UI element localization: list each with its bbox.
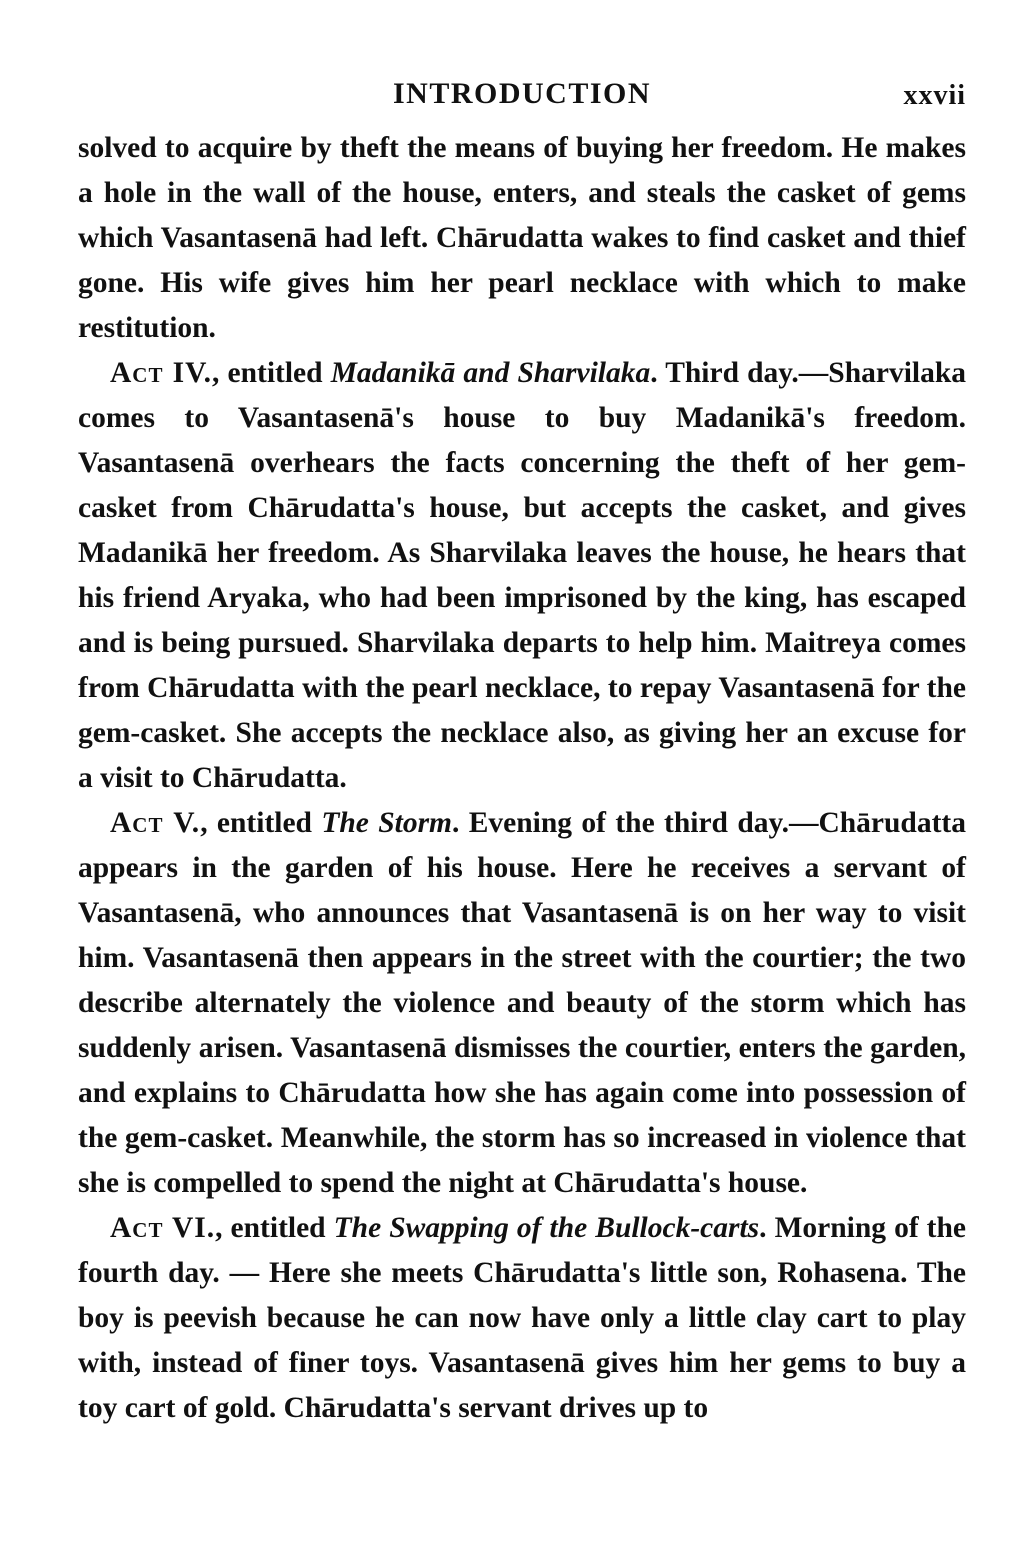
act-label: Act V. xyxy=(110,807,201,839)
paragraph-text: . Third day.—Sharvilaka comes to Vasantasenā's house to buy Madanikā's freedom. Vasantasenā overhears the facts concerning the theft of her gem-casket from Chārudatta's house, but accepts the casket, and gives Madanikā her freedom. As Sharvilaka leaves the house, he hears that his friend Aryaka, who had been imprisoned by the king, has escaped and is being pursued. Sharvilaka departs to help him. Maitreya comes from Chārudatta with the pearl necklace, to repay Vasantasenā for the gem-casket. She accepts the necklace also, as giving her an excuse for a visit to Chārudatta. xyxy=(78,357,966,794)
paragraph-continuation xyxy=(78,126,966,351)
paragraph-text: . Evening of the third day.—Chārudatta appears in the garden of his house. Here he receives a servant of Vasantasenā, who announces that Vasantasenā is on her way to visit him. Vasantasenā then appears in the street with the courtier; the two describe alternately the violence and beauty of the storm which has suddenly arisen. Vasantasenā dismisses the courtier, enters the garden, and explains to Chārudatta how she has again come into possession of the gem-casket. Meanwhile, the storm has so increased in violence that she is compelled to spend the night at Chārudatta's house. xyxy=(78,807,966,1199)
act-label: Act VI. xyxy=(110,1212,216,1244)
paragraph-act-v xyxy=(78,801,966,1206)
act-title: The Storm xyxy=(321,807,453,839)
entitled-text: , entitled xyxy=(211,357,331,389)
paragraph-text: . Morning of the fourth day. — Here she meets Chārudatta's little son, Rohasena. The boy is peevish because he can now have only a little clay cart to play with, instead of finer toys. Vasantasenā gives him her gems to buy a toy cart of gold. Chārudatta's servant drives up to xyxy=(78,1212,967,1424)
paragraph-text: solved to acquire by theft the means of buying her freedom. He makes a hole in the wall of the house, enters, and steals the casket of gems which Vasantasenā had left. Chārudatta wakes to find casket and thief gone. His wife gives him her pearl necklace with which to make restitution. xyxy=(78,132,966,344)
paragraph-act-iv xyxy=(78,351,966,801)
page-title: INTRODUCTION xyxy=(392,77,652,110)
entitled-text: , entitled xyxy=(215,1212,334,1244)
paragraph-act-vi xyxy=(78,1206,966,1431)
act-title: Madanikā and Sharvilaka xyxy=(330,357,651,389)
act-title: The Swapping of the Bullock-carts xyxy=(333,1212,760,1244)
page-number: xxvii xyxy=(903,80,966,111)
running-head xyxy=(78,74,966,114)
act-label: Act IV. xyxy=(110,357,212,389)
entitled-text: , entitled xyxy=(200,807,322,839)
body-text xyxy=(78,126,966,1431)
